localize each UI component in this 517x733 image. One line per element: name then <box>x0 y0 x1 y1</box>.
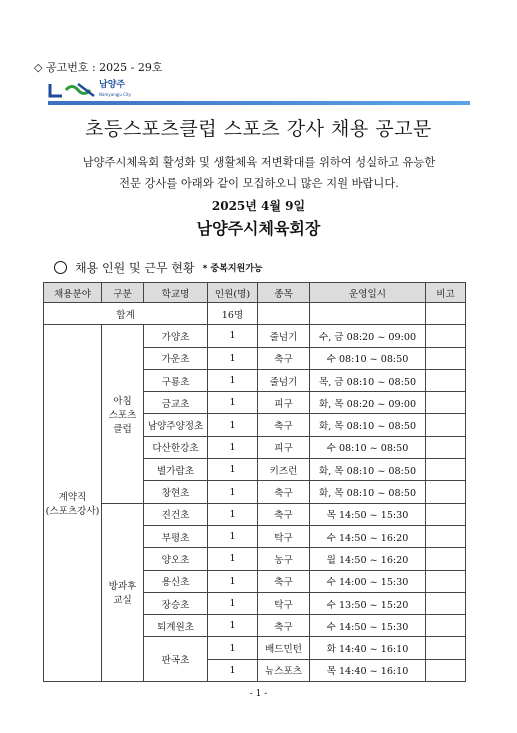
count-cell: 1 <box>208 481 258 503</box>
remark-cell <box>426 414 466 436</box>
schedule-cell: 수 08:10 ~ 08:50 <box>310 436 426 458</box>
schedule-cell: 수 08:10 ~ 08:50 <box>310 347 426 369</box>
schedule-cell: 수 14:00 ~ 15:30 <box>310 570 426 592</box>
remark-cell <box>426 459 466 481</box>
schedule-cell: 화 14:40 ~ 16:10 <box>310 637 426 659</box>
school-cell: 가운초 <box>144 347 208 369</box>
school-cell: 퇴계원초 <box>144 615 208 637</box>
remark-cell <box>426 592 466 614</box>
intro-line-1: 남양주시체육회 활성화 및 생활체육 저변확대를 위하여 성실하고 유능한 <box>82 156 436 169</box>
total-label: 합계 <box>44 303 208 325</box>
sport-cell: 축구 <box>258 570 310 592</box>
school-cell: 별가람초 <box>144 459 208 481</box>
header-cell: 학교명 <box>144 283 208 303</box>
sport-cell: 축구 <box>258 615 310 637</box>
header-cell: 인원(명) <box>208 283 258 303</box>
school-cell: 판곡초 <box>144 637 208 682</box>
page-number: - 1 - <box>249 689 268 699</box>
schedule-cell: 월 14:50 ~ 16:20 <box>310 548 426 570</box>
count-cell: 1 <box>208 414 258 436</box>
count-cell: 1 <box>208 592 258 614</box>
sport-cell: 줄넘기 <box>258 369 310 391</box>
sport-cell: 뉴스포츠 <box>258 659 310 681</box>
count-cell: 1 <box>208 525 258 547</box>
section-heading <box>54 259 263 276</box>
sport-cell: 탁구 <box>258 592 310 614</box>
sport-cell: 탁구 <box>258 525 310 547</box>
school-cell: 구룡초 <box>144 369 208 391</box>
section-title: 채용 인원 및 근무 현황 <box>75 261 195 275</box>
total-value: 16명 <box>208 303 258 325</box>
remark-cell <box>426 503 466 525</box>
school-cell: 가양초 <box>144 325 208 347</box>
school-cell: 다산한강초 <box>144 436 208 458</box>
count-cell: 1 <box>208 459 258 481</box>
sport-cell: 축구 <box>258 481 310 503</box>
schedule-cell: 화, 목 08:10 ~ 08:50 <box>310 481 426 503</box>
remark-cell <box>426 481 466 503</box>
count-cell: 1 <box>208 548 258 570</box>
count-cell: 1 <box>208 637 258 659</box>
school-cell: 남양주양정초 <box>144 414 208 436</box>
header-cell: 비고 <box>426 283 466 303</box>
school-cell: 금교초 <box>144 392 208 414</box>
remark-cell <box>426 525 466 547</box>
table-row <box>44 325 466 347</box>
group-cell: 방과후 교실 <box>102 503 144 681</box>
table-cell <box>258 303 310 325</box>
count-cell: 1 <box>208 325 258 347</box>
intro-line-2: 전문 강사를 아래와 같이 모집하오니 많은 지원 바랍니다. <box>119 177 399 190</box>
intro-text <box>44 152 474 194</box>
logo-text: 남양주 <box>99 80 126 90</box>
schedule-cell: 목, 금 08:10 ~ 08:50 <box>310 369 426 391</box>
sport-cell: 줄넘기 <box>258 325 310 347</box>
school-cell: 양오초 <box>144 548 208 570</box>
count-cell: 1 <box>208 369 258 391</box>
schedule-cell: 화, 목 08:10 ~ 08:50 <box>310 414 426 436</box>
circle-bullet-icon <box>54 261 67 274</box>
sport-cell: 축구 <box>258 414 310 436</box>
remark-cell <box>426 392 466 414</box>
sport-cell: 축구 <box>258 347 310 369</box>
school-cell: 진건초 <box>144 503 208 525</box>
remark-cell <box>426 325 466 347</box>
schedule-cell: 수 14:50 ~ 16:20 <box>310 525 426 547</box>
organization-name: 남양주시체육회장 <box>196 219 321 238</box>
table-cell <box>310 303 426 325</box>
logo-mark-icon <box>48 82 96 98</box>
field-cell: 계약직 (스포츠강사) <box>44 325 102 682</box>
remark-cell <box>426 548 466 570</box>
remark-cell <box>426 615 466 637</box>
count-cell: 1 <box>208 659 258 681</box>
remark-cell <box>426 369 466 391</box>
school-cell: 용신초 <box>144 570 208 592</box>
sport-cell: 배드민턴 <box>258 637 310 659</box>
table-row <box>44 503 466 525</box>
header-cell: 운영일시 <box>310 283 426 303</box>
remark-cell <box>426 570 466 592</box>
remark-cell <box>426 347 466 369</box>
remark-cell <box>426 659 466 681</box>
sport-cell: 피구 <box>258 436 310 458</box>
schedule-cell: 수 14:50 ~ 15:30 <box>310 615 426 637</box>
header-divider <box>48 101 470 105</box>
count-cell: 1 <box>208 392 258 414</box>
schedule-cell: 수 13:50 ~ 15:20 <box>310 592 426 614</box>
city-logo <box>48 79 131 101</box>
count-cell: 1 <box>208 570 258 592</box>
group-cell: 아침 스포츠 클럽 <box>102 325 144 503</box>
announcement-date: 2025년 4월 9일 <box>211 199 306 213</box>
school-cell: 부평초 <box>144 525 208 547</box>
page-title: 초등스포츠클럽 스포츠 강사 채용 공고문 <box>85 118 432 140</box>
sport-cell: 키즈런 <box>258 459 310 481</box>
school-cell: 창현초 <box>144 481 208 503</box>
table-cell <box>426 303 466 325</box>
logo-subtext: Namyangju City <box>99 92 131 97</box>
remark-cell <box>426 637 466 659</box>
school-cell: 장승초 <box>144 592 208 614</box>
table-header-row <box>44 283 466 303</box>
schedule-cell: 수, 금 08:20 ~ 09:00 <box>310 325 426 347</box>
sport-cell: 피구 <box>258 392 310 414</box>
schedule-cell: 목 14:40 ~ 16:10 <box>310 659 426 681</box>
notice-number: ◇ 공고번호 : 2025 - 29호 <box>34 61 163 74</box>
count-cell: 1 <box>208 436 258 458</box>
sport-cell: 축구 <box>258 503 310 525</box>
header-cell: 채용분야 <box>44 283 102 303</box>
remark-cell <box>426 436 466 458</box>
schedule-cell: 목 14:50 ~ 15:30 <box>310 503 426 525</box>
header-cell: 구분 <box>102 283 144 303</box>
count-cell: 1 <box>208 503 258 525</box>
total-row <box>44 303 466 325</box>
section-note: * 중복지원가능 <box>202 264 263 274</box>
sport-cell: 농구 <box>258 548 310 570</box>
count-cell: 1 <box>208 347 258 369</box>
schedule-cell: 화, 목 08:20 ~ 09:00 <box>310 392 426 414</box>
schedule-cell: 화, 목 08:10 ~ 08:50 <box>310 459 426 481</box>
header-cell: 종목 <box>258 283 310 303</box>
recruitment-table <box>43 282 466 682</box>
count-cell: 1 <box>208 615 258 637</box>
